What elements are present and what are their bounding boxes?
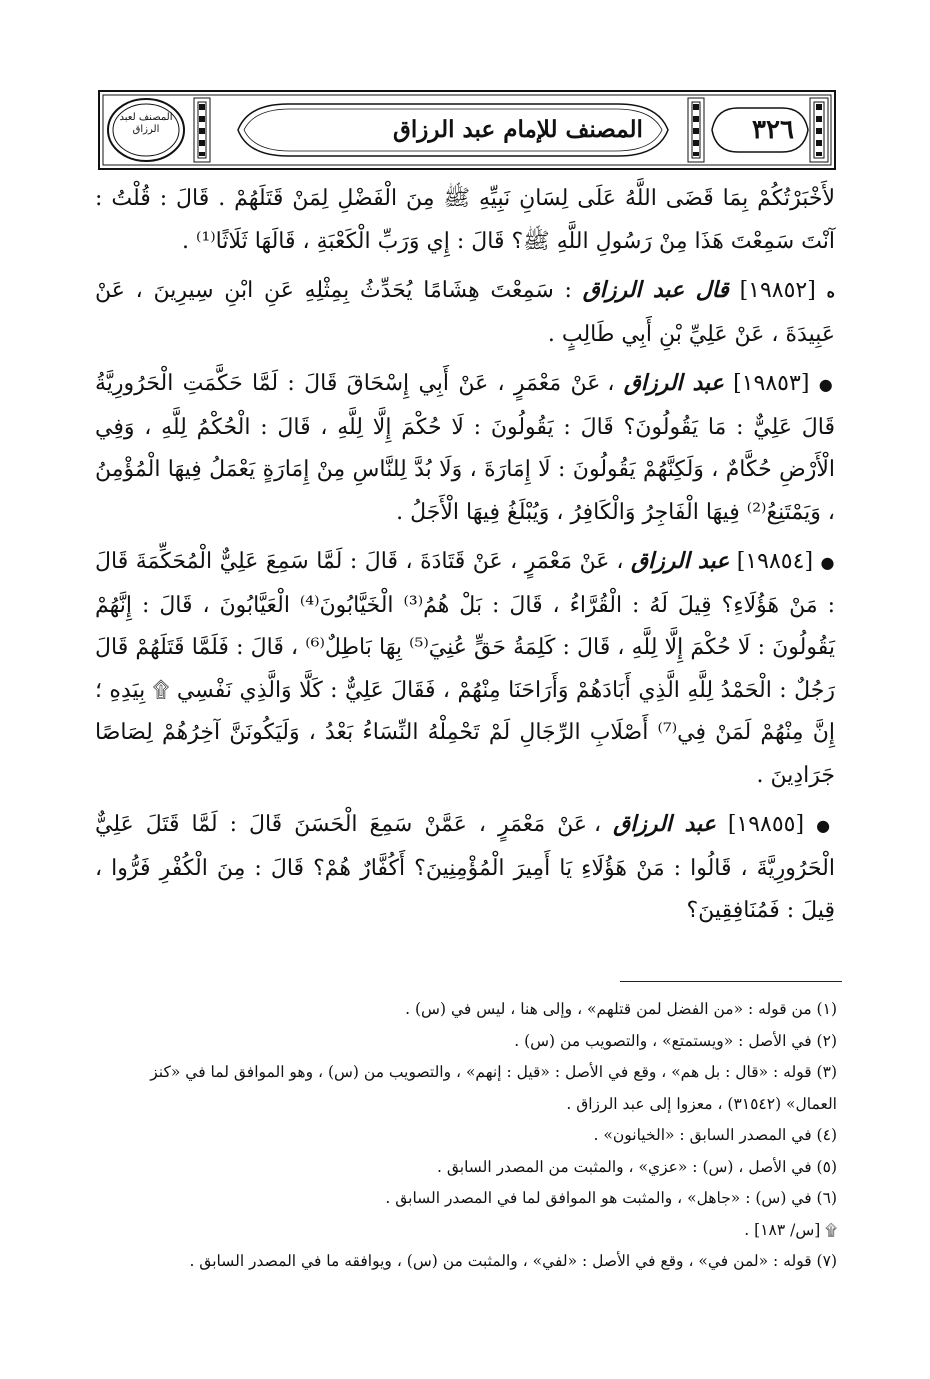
running-title: المصنف للإمام عبد الرزاق	[393, 116, 643, 143]
hadith-marker: ●	[816, 816, 835, 835]
seal-title: المصنف لعبد الرزاق	[119, 112, 173, 135]
footnote-1: (١) من قوله : «من الفضل لمن قتلهم» ، وإلى هنا ، ليس في (س) .	[405, 1000, 837, 1018]
hadith-number: [١٩٨٥٣]	[733, 371, 810, 396]
hadith-19853	[95, 362, 835, 534]
footnote-7: (٧) قوله : «لمن في» ، وقع في الأصل : «لفي» ، والمثبت من (س) ، ويوافقه ما في المصدر السابق .	[189, 1252, 837, 1270]
footnote-2: (٢) في الأصل : «ويستمتع» ، والتصويب من (س) .	[514, 1031, 837, 1050]
hadith-number: [١٩٨٥٤]	[736, 549, 814, 574]
footnote-6: (٦) في (س) : «جاهل» ، والمثبت هو الموافق لما في المصدر السابق .	[385, 1189, 837, 1207]
page-header	[98, 90, 836, 170]
narrator-name: عبد الرزاق	[623, 370, 724, 396]
main-text	[95, 178, 835, 939]
hadith-text: ، عَنْ مَعْمَرٍ ، عَنْ أَبِي إِسْحَاقَ قَالَ : لَمَّا حَكَّمَتِ الْحَرُورِيَّةُ قَالَ عَلِيٌّ : مَا يَقُولُونَ؟ قَالَ : يَقُولُونَ : لَا حُكْمَ إِلَّا لِلَّهِ ، قَالَ : الْحُكْمُ لِلَّهِ ، وَفِي الْأَرْضِ حُكَّامٌ ، وَلَكِنَّهُمْ يَقُولُونَ : لَا إِمَارَةَ ، وَلَا بُدَّ لِلنَّاسِ مِنْ إِمَارَةٍ يَعْمَلُ فِيهَا الْمُؤْمِنُ ، وَيَمْتَنِعُ⁽²⁾ فِيهَا الْفَاجِرُ وَالْكَافِرُ ، وَيُبْلَغُ فِيهَا الْأَجَلُ .	[95, 371, 835, 525]
hadith-text: : سَمِعْتَ هِشَامًا يُحَدِّثُ بِمِثْلِهِ عَنِ ابْنِ سِيرِينَ ، عَنْ عَبِيدَةَ ، عَنْ عَلِيِّ بْنِ أَبِي طَالِبٍ .	[95, 278, 835, 347]
hadith-19855	[95, 803, 835, 933]
hadith-text: ، عَنْ مَعْمَرٍ ، عَمَّنْ سَمِعَ الْحَسَنَ قَالَ : لَمَّا قَتَلَ عَلِيٌّ الْحَرُورِيَّةَ ، قَالُوا : مَنْ هَؤُلَاءِ يَا أَمِيرَ الْمُؤْمِنِينَ؟ أَكُفَّارٌ هُمْ؟ قَالَ : مِنَ الْكُفْرِ فَرُّوا ، قِيلَ : فَمُنَافِقِينَ؟	[95, 812, 835, 923]
hadith-19852	[95, 269, 835, 356]
footnote-3: (٣) قوله : «قال : بل هم» ، وقع في الأصل : «قيل : إنهم» ، والتصويب من (س) ، وهو الموافق لما في «كنز العمال» (٣١٥٤٢) ، معزوا إلى عبد الرزاق .	[150, 1063, 837, 1113]
narrator-name: عبد الرزاق	[613, 811, 716, 837]
hadith-number: [١٩٨٥٢]	[739, 278, 816, 303]
hadith-text: ، عَنْ مَعْمَرٍ ، عَنْ قَتَادَةَ ، قَالَ : لَمَّا سَمِعَ عَلِيٌّ الْمُحَكِّمَةَ قَالَ : مَنْ هَؤُلَاءِ؟ قِيلَ لَهُ : الْقُرَّاءُ ، قَالَ : بَلْ هُمُ⁽³⁾ الْخَيَّابُونَ⁽⁴⁾ الْعَيَّابُونَ ، قَالَ : إِنَّهُمْ يَقُولُونَ : لَا حُكْمَ إِلَّا لِلَّهِ ، قَالَ : كَلِمَةُ حَقٍّ عُنِيَ⁽⁵⁾ بِهَا بَاطِلٌ⁽⁶⁾ ، قَالَ : فَلَمَّا قَتَلَهُمْ قَالَ رَجُلٌ : الْحَمْدُ لِلَّهِ الَّذِي أَبَادَهُمْ وَأَرَاحَنَا مِنْهُمْ ، فَقَالَ عَلِيٌّ : كَلَّا وَالَّذِي نَفْسِي ۩ بِيَدِهِ ؛ إِنَّ مِنْهُمْ لَمَنْ فِي⁽⁷⁾ أَصْلَابِ الرِّجَالِ لَمْ تَحْمِلْهُ النِّسَاءُ بَعْدُ ، وَلَيَكُونَنَّ آخِرُهُمْ لِصَاصًا جَرَادِينَ .	[95, 549, 835, 788]
hadith-marker: ●	[820, 553, 836, 572]
hadith-marker: ●	[818, 375, 836, 394]
narrator-name: قال عبد الرزاق	[582, 277, 729, 303]
footnote-separator	[620, 981, 842, 982]
hadith-19854	[95, 540, 835, 797]
paragraph-text: لأَخْبَرْتُكُمْ بِمَا قَضَى اللَّهُ عَلَى لِسَانِ نَبِيِّهِ ﷺ مِنَ الْفَضْلِ لِمَنْ قَتَلَهُمْ . قَالَ : قُلْتُ : آنْتَ سَمِعْتَ هَذَا مِنْ رَسُولِ اللَّهِ ﷺ؟ قَالَ : إِي وَرَبِّ الْكَعْبَةِ ، قَالَهَا ثَلَاثًا⁽¹⁾ .	[95, 186, 835, 254]
hadith-marker: ه	[826, 282, 835, 301]
hadith-number: [١٩٨٥٥]	[727, 812, 805, 837]
footnote-page-ref: ۩ [س/ ١٨٣] .	[744, 1220, 837, 1239]
footnote-5: (٥) في الأصل ، (س) : «عزي» ، والمثبت من المصدر السابق .	[436, 1157, 837, 1176]
narrator-name: عبد الرزاق	[630, 548, 730, 574]
footnote-4: (٤) في المصدر السابق : «الخيانون» .	[593, 1126, 837, 1144]
page-number: ٣٢٦	[752, 115, 794, 145]
paragraph-continuation	[95, 178, 835, 263]
footnotes	[95, 994, 837, 1278]
